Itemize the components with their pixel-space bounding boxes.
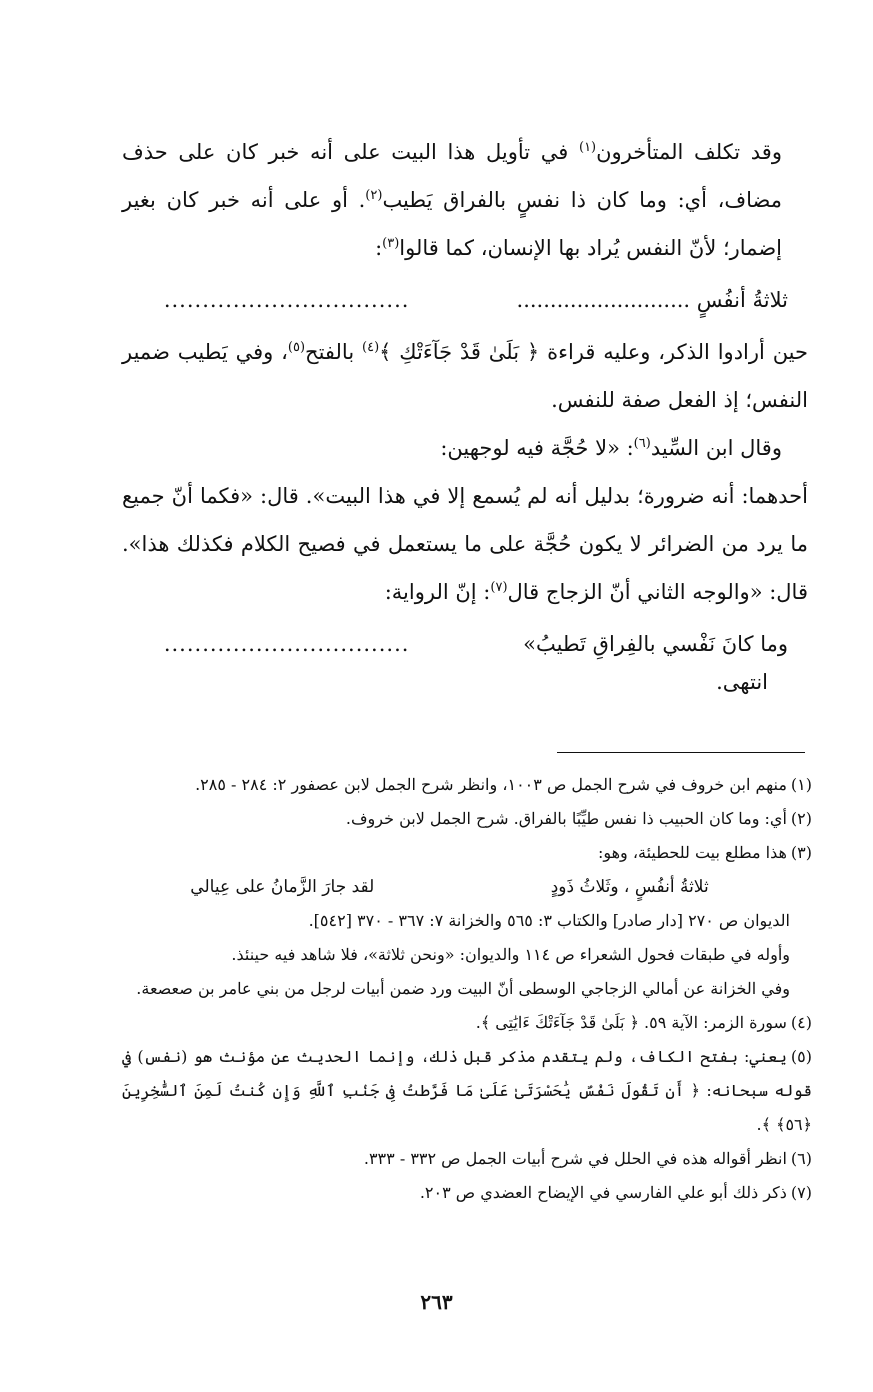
footnote-ref[interactable]: (٣) bbox=[382, 236, 400, 251]
verse-second-hemistich: ................................ bbox=[163, 631, 410, 656]
text-run: : «لا حُجَّة فيه لوجهين: bbox=[440, 436, 634, 460]
footnote-2 bbox=[122, 802, 812, 836]
footnote-7 bbox=[122, 1176, 812, 1210]
footnote-ref[interactable]: (١) bbox=[578, 140, 597, 155]
footnote-text: ذكر ذلك أبو علي الفارسي في الإيضاح العضدي ص ٢٠٣. bbox=[419, 1183, 787, 1202]
footnote-number: (٥) bbox=[790, 1047, 812, 1066]
text-run: وقال ابن السِّيد bbox=[650, 436, 782, 460]
footnote-number: (٦) bbox=[790, 1149, 812, 1168]
footnote-1 bbox=[122, 768, 812, 802]
footnote-6 bbox=[122, 1142, 812, 1176]
text-run: : إنّ الرواية: bbox=[384, 580, 491, 604]
text-run: بالفتح bbox=[305, 340, 363, 364]
text-run: : bbox=[375, 236, 383, 260]
footnote-ref[interactable]: (٧) bbox=[490, 580, 508, 595]
page-number: ٢٦٣ bbox=[420, 1290, 453, 1314]
footnote-ref[interactable]: (٦) bbox=[633, 436, 651, 451]
text-run: . أو على أنه خبر كان بغير إضمار؛ لأنّ النفس يُراد بها الإنسان، كما قالوا bbox=[122, 188, 782, 260]
verse-first-hemistich: وما كانَ نَفْسي بالفِراقِ تَطيبُ» bbox=[523, 631, 788, 656]
footnote-text: يعني: بفتح الكاف، ولم يتقدم مذكر قبل ذلك، وإنما الحديث عن مؤنث هو (نفس) في قوله سبحانه: ﴿ أَن تَقُولَ نَفْسٌ يَٰحَسْرَتَىٰ عَلَىٰ مَا فَرَّطتُ فِى جَنۢبِ ٱللَّهِ وَإِن كُنتُ لَمِنَ ٱلسَّٰخِرِينَ ﴿٥٦﴾ ﴾. bbox=[122, 1047, 812, 1134]
verse-first-hemistich: ثلاثةُ أنفُسٍ .......................... bbox=[516, 287, 788, 312]
footnote-text: منهم ابن خروف في شرح الجمل ص ١٠٠٣، وانظر شرح الجمل لابن عصفور ٢: ٢٨٤ - ٢٨٥. bbox=[195, 775, 787, 794]
verse-line-1 bbox=[122, 272, 808, 328]
footnote-text: هذا مطلع بيت للحطيئة، وهو: bbox=[597, 843, 787, 862]
footnote-number: (٤) bbox=[790, 1013, 812, 1032]
footnote-text: أي: وما كان الحبيب ذا نفس طيِّبًا بالفراق. شرح الجمل لابن خروف. bbox=[345, 809, 787, 828]
footnote-3 bbox=[122, 836, 812, 870]
text-run: في تأويل هذا البيت على أنه خبر كان على حذف مضاف، أي: وما كان ذا نفسٍ بالفراق يَطيب bbox=[122, 140, 782, 212]
paragraph-4 bbox=[122, 472, 808, 616]
footnote-number: (٧) bbox=[790, 1183, 812, 1202]
footnote-ref[interactable]: (٥) bbox=[287, 340, 306, 355]
footnote-number: (١) bbox=[790, 775, 812, 794]
footnote-ref[interactable]: (٢) bbox=[365, 188, 383, 203]
footnotes bbox=[122, 768, 812, 1210]
closing-word: انتهى. bbox=[716, 670, 768, 694]
paragraph-2 bbox=[122, 328, 808, 424]
footnote-number: (٢) bbox=[790, 809, 812, 828]
verse-second-hemistich: ................................ bbox=[163, 287, 410, 312]
footnote-number: (٣) bbox=[790, 843, 812, 862]
verse-second-hemistich: لقد جارَ الزَّمانُ على عِيالي bbox=[190, 877, 375, 897]
footnote-text: انظر أقواله هذه في الحلل في شرح أبيات الجمل ص ٣٣٢ - ٣٣٣. bbox=[363, 1149, 787, 1168]
text-run: وقد تكلف المتأخرون bbox=[596, 140, 782, 164]
footnote-continuation: وأوله في طبقات فحول الشعراء ص ١١٤ والديوان: «ونحن ثلاثة»، فلا شاهد فيه حينئذ. bbox=[231, 945, 790, 964]
main-text bbox=[122, 128, 808, 693]
footnote-separator bbox=[557, 752, 805, 753]
footnote-continuation: الديوان ص ٢٧٠ [دار صادر] والكتاب ٣: ٥٦٥ والخزانة ٧: ٣٦٧ - ٣٧٠ [٥٤٢]. bbox=[308, 911, 790, 930]
footnote-ref[interactable]: (٤) bbox=[362, 340, 380, 355]
paragraph-1 bbox=[122, 128, 808, 272]
footnote-text: سورة الزمر: الآية ٥٩. ﴿ بَلَىٰ قَدْ جَآءَتْكَ ءَايَٰتِى ﴾. bbox=[475, 1013, 787, 1032]
footnote-verse bbox=[122, 870, 812, 904]
text-run: أحدهما: أنه ضرورة؛ بدليل أنه لم يُسمع إلا في هذا البيت». قال: «فكما أنّ جميع ما يرد من الضرائر لا يكون حُجَّة على ما يستعمل في فصيح الكلام فكذلك هذا». قال: «والوجه الثاني أنّ الزجاج قال bbox=[122, 484, 808, 604]
footnote-continuation: وفي الخزانة عن أمالي الزجاجي الوسطى أنّ البيت ورد ضمن أبيات لرجل من بني عامر بن صعصعة. bbox=[136, 979, 790, 998]
footnote-5 bbox=[122, 1040, 812, 1142]
verse-line-2 bbox=[122, 616, 808, 672]
text-run: ، وفي يَطيب ضمير النفس؛ إذ الفعل صفة للنفس. bbox=[122, 340, 808, 412]
text-run: حين أرادوا الذكر، وعليه قراءة ﴿ بَلَىٰ قَدْ جَآءَتْكِ ﴾ bbox=[379, 340, 808, 364]
footnote-4 bbox=[122, 1006, 812, 1040]
verse-first-hemistich: ثلاثةُ أنفُسٍ ، وثَلاثُ ذَودٍ bbox=[550, 877, 709, 897]
paragraph-3 bbox=[122, 424, 808, 472]
